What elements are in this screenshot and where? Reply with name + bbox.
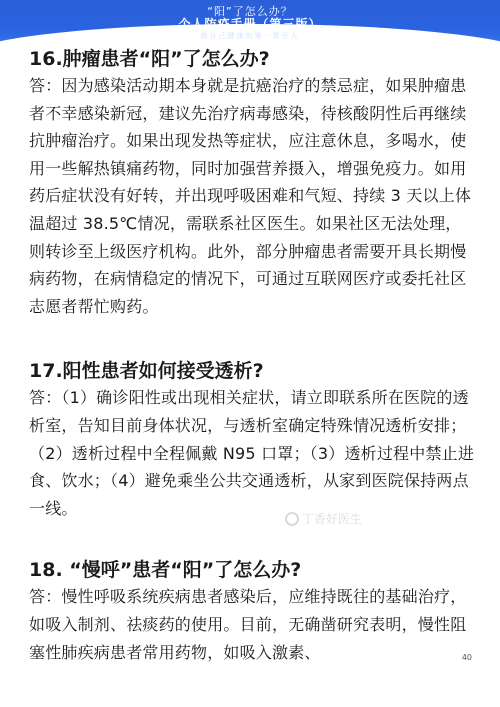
section-16-title: 16.肿瘤患者“阳”了怎么办? <box>29 48 270 70</box>
section-18-title: 18. “慢呼”患者“阳”了怎么办? <box>29 559 302 582</box>
section-16-body: 答：因为感染活动期本身就是抗癌治疗的禁忌症，如果肿瘤患者不幸感染新冠，建议先治疗病毒感染，待核酸阴性后再继续抗肿瘤治疗。如果出现发热等症状，应注意休息，多喝水，使用一些解热镇痛药物，同时加强营养摄入，增强免疫力。如用药后症状没有好转，并出现呼吸困难和气短、持续 3 天以上体温超过 38.5℃情况，需联系社区医生。如果社区无法处理，则转诊至上级医疗机构。此外，部分肿瘤患者需要开具长期慢病药物，在病情稳定的情况下，可通过互联网医疗或委托社区志愿者帮忙购药。 <box>29 76 472 316</box>
document-content <box>29 46 477 666</box>
header-subtitle: “阳”了怎么办？ <box>207 5 293 18</box>
section-17-title: 17.阳性患者如何接受透析? <box>29 360 264 383</box>
watermark-text: 丁香好医生 <box>302 512 363 526</box>
header-tagline: 做自己健康的第一责任人 <box>200 32 300 40</box>
section-18-body: 答：慢性呼吸系统疾病患者感染后，应维持既往的基础治疗，如吸入制剂、祛痰药的使用。目前，无确凿研究表明，慢性阻塞性肺疾病患者常用药物，如吸入激素、 <box>29 587 467 662</box>
page-number: 40 <box>461 653 472 662</box>
watermark-logo-icon <box>285 512 299 526</box>
header-banner <box>0 0 500 48</box>
header-title: 个人防疫手册（第三版） <box>178 17 322 31</box>
watermark <box>285 510 362 527</box>
section-17-body: 答：（1）确诊阳性或出现相关症状，请立即联系所在医院的透析室，告知目前身体状况，与透析室确定特殊情况透析安排；（2）透析过程中全程佩戴 N95 口罩；（3）透析过程中禁止进食、饮水；（4）避免乘坐公共交通透析，从家到医院保持两点一线。 <box>29 388 475 518</box>
